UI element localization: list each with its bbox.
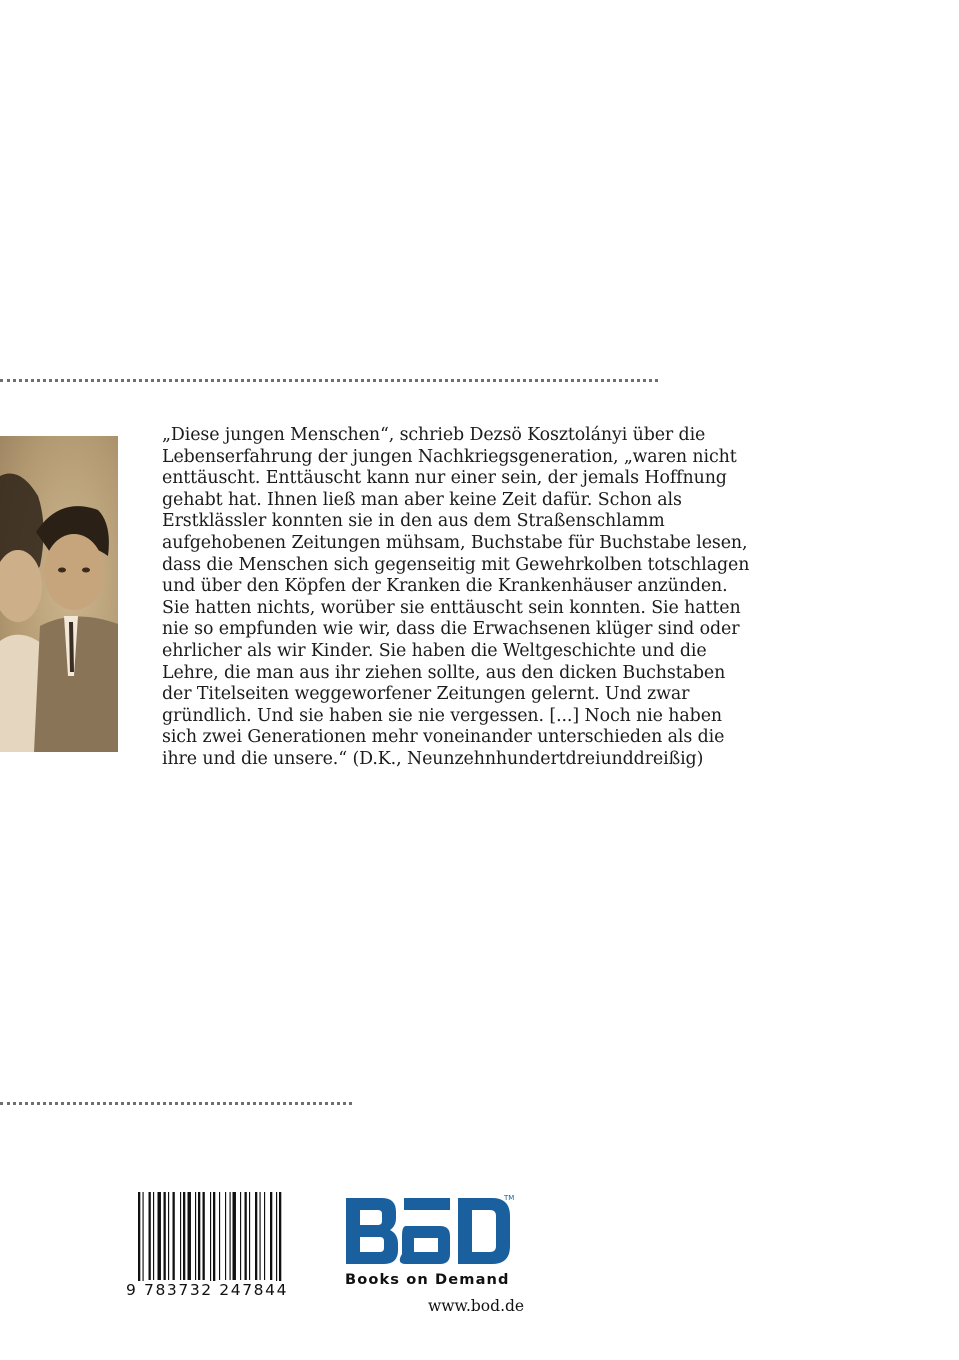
- blurb-line: der Titelseiten weggeworfener Zeitungen gelernt. Und zwar: [162, 684, 690, 705]
- barcode-bar: [249, 1192, 250, 1280]
- barcode-bar: [210, 1192, 211, 1290]
- barcode-bar: [164, 1192, 166, 1280]
- blurb-line: ihre und die unsere.“ (D.K., Neunzehnhundertdreiunddreißig): [162, 748, 704, 769]
- barcode-bar: [188, 1192, 191, 1280]
- barcode-bar: [255, 1192, 257, 1280]
- blurb-line: gründlich. Und sie haben sie nie vergessen. [...] Noch nie haben: [162, 705, 722, 726]
- barcode-bar: [233, 1192, 236, 1280]
- blurb-line: nie so empfunden wie wir, dass die Erwachsenen klüger sind oder: [162, 619, 740, 640]
- blurb-line: und über den Köpfen der Kranken die Krankenhäuser anzünden.: [162, 576, 728, 597]
- barcode-bar: [168, 1192, 169, 1280]
- blurb-line: dass die Menschen sich gegenseitig mit Gewehrkolben totschlagen: [162, 554, 750, 575]
- blurb-line: ehrlicher als wir Kinder. Sie haben die Weltgeschichte und die: [162, 640, 707, 661]
- isbn-barcode-digits: 9 783732 247844: [126, 1281, 316, 1299]
- blurb-line: aufgehobenen Zeitungen mühsam, Buchstabe für Buchstabe lesen,: [162, 532, 748, 553]
- back-cover-blurb: [162, 425, 782, 771]
- barcode-bar: [260, 1192, 261, 1280]
- portrait-image-icon: [0, 436, 118, 752]
- bod-logo-icon: [344, 1192, 520, 1272]
- bod-trademark: TM: [504, 1194, 515, 1202]
- barcode-bar: [138, 1192, 140, 1290]
- blurb-line: Sie hatten nichts, worüber sie enttäuscht sein konnten. Sie hatten: [162, 597, 741, 618]
- blurb-line: „Diese jungen Menschen“, schrieb Dezsö Kosztolányi über die: [162, 425, 706, 445]
- barcode-bar: [173, 1192, 175, 1280]
- barcode-bar: [153, 1192, 154, 1280]
- barcode-bar: [245, 1192, 247, 1280]
- barcode-bar: [219, 1192, 220, 1280]
- publisher-tagline: Books on Demand: [345, 1271, 510, 1288]
- barcode-bar: [225, 1192, 226, 1280]
- barcode-bar: [149, 1192, 151, 1280]
- barcode-bar: [195, 1192, 196, 1280]
- barcode-bar: [180, 1192, 181, 1280]
- barcode-bar: [143, 1192, 144, 1290]
- blurb-line: Lebenserfahrung der jungen Nachkriegsgeneration, „waren nicht: [162, 446, 737, 467]
- barcode-bar: [213, 1192, 215, 1290]
- barcode-bar: [279, 1192, 281, 1290]
- blurb-line: sich zwei Generationen mehr voneinander unterschieden als die: [162, 727, 725, 748]
- blurb-line: enttäuscht. Enttäuscht kann nur einer sein, der jemals Hoffnung: [162, 468, 727, 489]
- barcode-bar: [240, 1192, 241, 1280]
- barcode-bar: [230, 1192, 231, 1280]
- top-dotted-divider: [0, 379, 658, 382]
- barcode-bar: [158, 1192, 161, 1280]
- barcode-bar: [270, 1192, 272, 1280]
- barcode-bar: [203, 1192, 205, 1280]
- barcode-bar: [183, 1192, 185, 1280]
- isbn-barcode-icon: [130, 1192, 310, 1292]
- blurb-line: gehabt hat. Ihnen ließ man aber keine Zeit dafür. Schon als: [162, 489, 682, 510]
- barcode-bar: [276, 1192, 277, 1290]
- blurb-line: Lehre, die man aus ihr ziehen sollte, aus den dicken Buchstaben: [162, 662, 726, 683]
- blurb-line: Erstklässler konnten sie in den aus dem Straßenschlamm: [162, 511, 665, 532]
- sepia-portrait-photo: [0, 436, 118, 752]
- publisher-url[interactable]: www.bod.de: [428, 1297, 525, 1315]
- bottom-dotted-divider: [0, 1102, 352, 1105]
- barcode-bar: [264, 1192, 265, 1280]
- barcode-bar: [198, 1192, 200, 1280]
